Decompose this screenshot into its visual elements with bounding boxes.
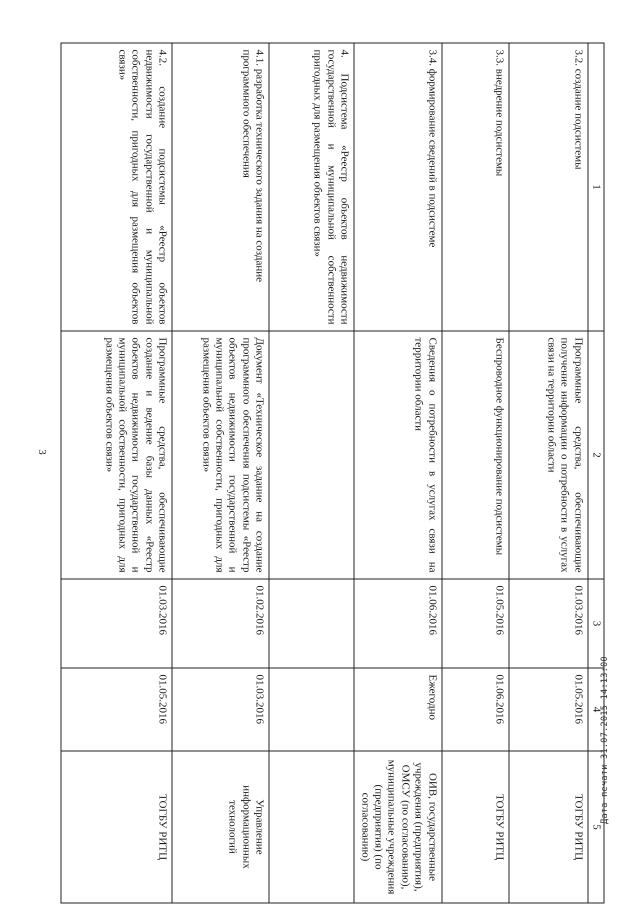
start-date-cell: 01.05.2016 [442,579,509,668]
responsible-cell: ТОГБУ РИТЦ [442,751,509,903]
print-date-stamp: Дата печати 31.07.2015 14:13:00 [600,656,610,824]
header-cell-2: 2 [588,331,604,579]
stage-cell: 4. Подсистема «Реестр объектов недвижимости государственной и муниципальной собственности пригодных для размещения объектов связи» [269,43,354,331]
result-cell: Программные средства, обеспечивающие получение информации о потребности в услугах связи на территории области [509,331,588,579]
table-row [172,43,269,903]
result-cell: Документ «Техническое задание на создание программного обеспечения подсистемы «Реестр объектов недвижимости государственной и муниципальной собственности, пригодных для размещения объектов связи» [172,331,269,579]
stage-cell: 3.3. внедрение подсистемы [442,43,509,331]
stage-cell: 3.4. формирование сведений в подсистеме [354,43,441,331]
start-date-cell: 01.03.2016 [61,579,172,668]
end-date-cell [269,668,354,751]
stage-cell: 4.2. создание подсистемы «Реестр объектов недвижимости государственной и муниципальной собственности, пригодных для размещения объектов связи» [61,43,172,331]
end-date-cell: 01.05.2016 [61,668,172,751]
responsible-cell: Управление информационных технологий [172,751,269,903]
start-date-cell: 01.03.2016 [509,579,588,668]
table-row [354,43,441,903]
table-row [269,43,354,903]
end-date-cell: 01.05.2016 [509,668,588,751]
result-cell: Беспроводное функционирование подсистемы [442,331,509,579]
start-date-cell: 01.06.2016 [354,579,441,668]
end-date-cell: 01.03.2016 [172,668,269,751]
plan-table-rotated [90,42,605,902]
header-cell-4: 4 [588,668,604,751]
result-cell: Сведения о потребности в услугах связи на территории области [354,331,441,579]
stage-cell: 4.1. разработка технического задания на создание программного обеспечения [172,43,269,331]
start-date-cell [269,579,354,668]
table-row [61,43,172,903]
plan-table [61,42,605,903]
responsible-cell [269,751,354,903]
start-date-cell: 01.02.2016 [172,579,269,668]
result-cell: Программные средства, обеспечивающие создание и ведение базы данных «Реестр объектов недвижимости государственной и муниципальной собственности, пригодных для размещения объектов связи» [61,331,172,579]
header-cell-1: 1 [588,43,604,331]
stage-cell: 3.2. создание подсистемы [509,43,588,331]
responsible-cell: ТОГБУ РИТЦ [61,751,172,903]
table-row [509,43,588,903]
header-cell-5: 5 [588,751,604,903]
page-number: 3 [36,449,48,455]
responsible-cell: ОИВ, государственные учреждения (предприятия), ОМСУ (по согласованию), муниципальные учреждения (предприятия) (по согласованию) [354,751,441,903]
result-cell [269,331,354,579]
end-date-cell: 01.06.2016 [442,668,509,751]
header-cell-3: 3 [588,579,604,668]
end-date-cell: Ежегодно [354,668,441,751]
responsible-cell: ТОГБУ РИТЦ [509,751,588,903]
table-row [442,43,509,903]
